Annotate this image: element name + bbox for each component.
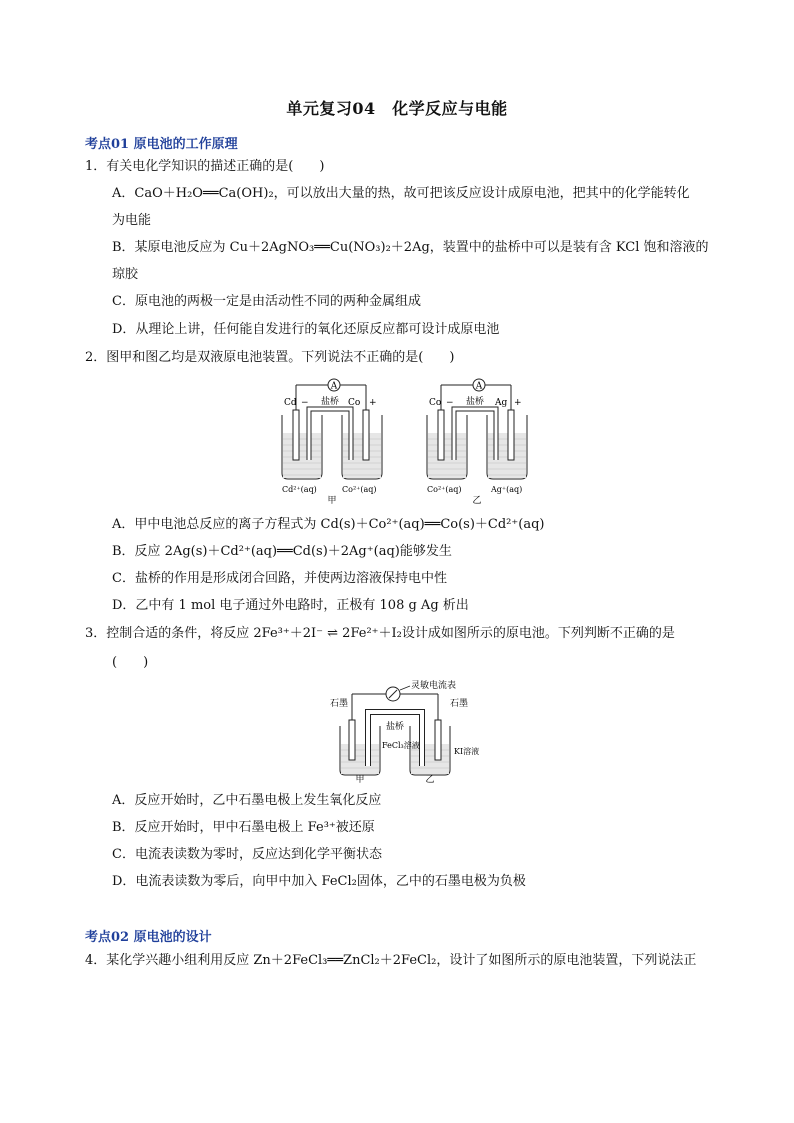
question-3-option-a: A．反应开始时，乙中石墨电极上发生氧化反应 <box>112 793 382 808</box>
ammeter-label-jia: A <box>330 381 338 392</box>
electrode-label-ag: Ag <box>495 398 508 408</box>
question-1-option-b-line1: B．某原电池反应为 Cu＋2AgNO₃══Cu(NO₃)₂＋2Ag，装置中的盐桥中可以是装有含 KCl 饱和溶液的 <box>112 240 709 255</box>
question-4-stem: 4．某化学兴趣小组利用反应 Zn＋2FeCl₃══ZnCl₂＋2FeCl₂，设计了如图所示的原电池装置，下列说法正 <box>85 953 697 968</box>
graphite-electrode-left <box>349 720 355 760</box>
solution-label-ag: Ag⁺(aq) <box>491 485 523 494</box>
question-2-option-b: B．反应 2Ag(s)＋Cd²⁺(aq)══Cd(s)＋2Ag⁺(aq)能够发生 <box>112 544 452 559</box>
electrode-ag <box>508 410 514 460</box>
salt-bridge-label-jia: 盐桥 <box>320 397 340 407</box>
section-heading-1: 考点01 原电池的工作原理 <box>85 137 238 152</box>
question-2-stem: 2．图甲和图乙均是双液原电池装置。下列说法不正确的是( ) <box>85 350 455 365</box>
figure-galvanic-cells-jia-yi <box>276 375 536 505</box>
electrode-label-cd: Cd <box>284 398 297 408</box>
question-3-stem-line1: 3．控制合适的条件，将反应 2Fe³⁺＋2I⁻ ⇌ 2Fe²⁺＋I₂设计成如图所示的原电池。下列判断不正确的是 <box>85 626 675 641</box>
solution-label-fecl3: FeCl₃溶液 <box>382 741 420 750</box>
question-3-option-d: D．电流表读数为零后，向甲中加入 FeCl₂固体，乙中的石墨电极为负极 <box>112 874 526 889</box>
question-1-option-a-line1: A．CaO＋H₂O══Ca(OH)₂，可以放出大量的热，故可把该反应设计成原电池，把其中的化学能转化 <box>112 186 690 201</box>
electrode-cd <box>293 410 299 460</box>
question-3-stem-line2: ( ) <box>112 655 149 670</box>
svg-text:−: − <box>301 398 309 408</box>
cell-yi <box>427 379 527 505</box>
cell-diagram-svg <box>276 375 536 505</box>
solution-label-co2: Co²⁺(aq) <box>342 485 377 494</box>
figure-name-jia-q3: 甲 <box>355 775 365 784</box>
electrode-label-left: 石墨 <box>330 699 349 709</box>
question-1-option-b-line2: 琼胶 <box>112 267 139 282</box>
cell-jia <box>282 379 382 505</box>
galvanometer-label: 灵敏电流表 <box>411 681 457 691</box>
svg-text:−: − <box>446 398 454 408</box>
question-1-option-c: C．原电池的两极一定是由活动性不同的两种金属组成 <box>112 294 421 309</box>
question-1-stem: 1．有关电化学知识的描述正确的是( ) <box>85 159 325 174</box>
salt-bridge-label: 盐桥 <box>385 722 405 732</box>
question-1-option-a-line2: 为电能 <box>112 213 152 228</box>
ammeter-label-yi: A <box>475 381 483 392</box>
page-title: 单元复习04 化学反应与电能 <box>286 99 508 118</box>
question-1-option-d: D．从理论上讲，任何能自发进行的氧化还原反应都可设计成原电池 <box>112 322 500 337</box>
solution-label-co2-yi: Co²⁺(aq) <box>427 485 462 494</box>
electrode-label-co: Co <box>348 398 361 408</box>
question-3-option-c: C．电流表读数为零时，反应达到化学平衡状态 <box>112 847 382 862</box>
figure-name-jia: 甲 <box>327 496 337 505</box>
svg-text:+: + <box>369 398 377 408</box>
question-2-option-a: A．甲中电池总反应的离子方程式为 Cd(s)＋Co²⁺(aq)══Co(s)＋Cd²⁺(aq) <box>112 517 545 532</box>
electrode-label-co-yi: Co <box>429 398 442 408</box>
electrode-label-right: 石墨 <box>450 699 469 709</box>
svg-text:+: + <box>514 398 522 408</box>
salt-bridge-label-yi: 盐桥 <box>465 397 485 407</box>
figure-name-yi: 乙 <box>472 496 482 505</box>
question-3-option-b: B．反应开始时，甲中石墨电极上 Fe³⁺被还原 <box>112 820 375 835</box>
question-2-option-c: C．盐桥的作用是形成闭合回路，并使两边溶液保持电中性 <box>112 571 447 586</box>
solution-label-ki: KI溶液 <box>454 747 480 756</box>
question-2-option-d: D．乙中有 1 mol 电子通过外电路时，正极有 108 g Ag 析出 <box>112 598 469 613</box>
electrode-co-yi <box>438 410 444 460</box>
graphite-electrode-right <box>435 720 441 760</box>
solution-label-cd2: Cd²⁺(aq) <box>282 485 317 494</box>
fe-i-cell-svg <box>326 676 486 784</box>
figure-fe-i-cell <box>326 676 486 784</box>
figure-name-yi-q3: 乙 <box>425 775 435 784</box>
electrode-co <box>363 410 369 460</box>
section-heading-2: 考点02 原电池的设计 <box>85 930 212 945</box>
